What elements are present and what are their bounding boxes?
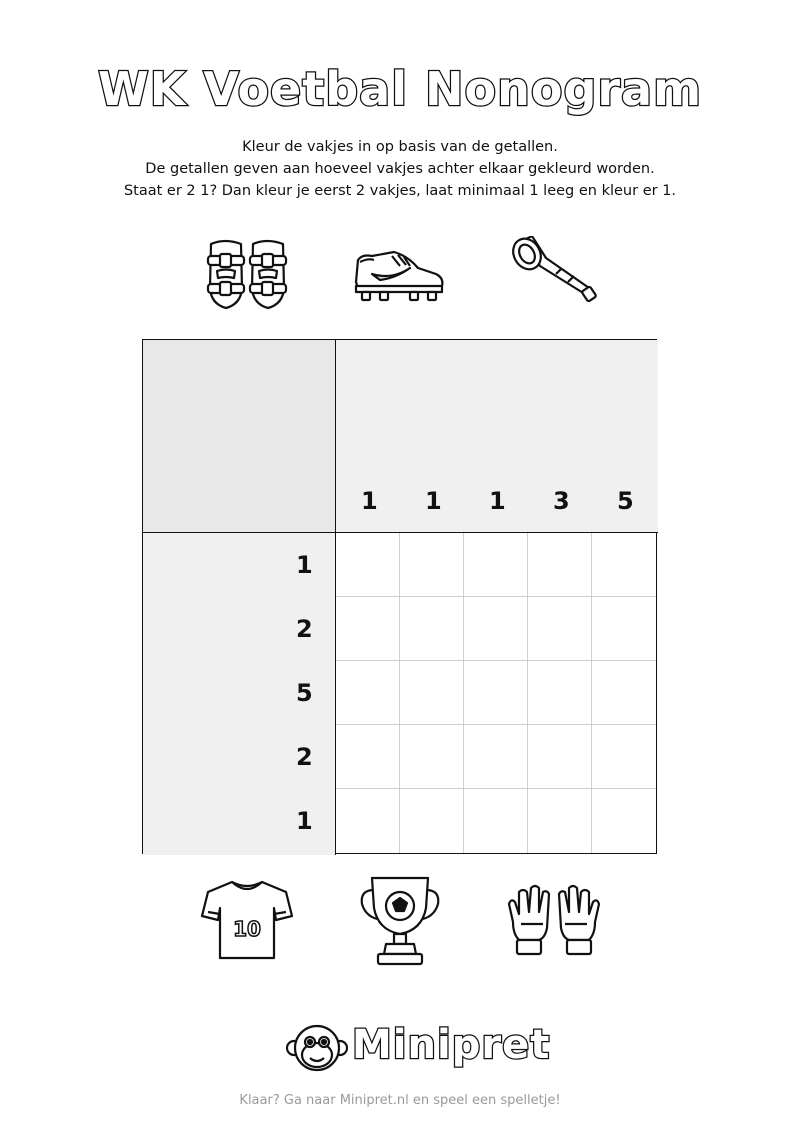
grid-cell[interactable]: [336, 533, 400, 597]
puzzle-grid: [336, 533, 656, 853]
row-clues: [143, 533, 336, 855]
grid-cell[interactable]: [592, 789, 656, 853]
row-clue-3: 5: [296, 679, 313, 707]
row-clue-5: 1: [296, 807, 313, 835]
shin-guards-icon: [205, 238, 289, 310]
grid-cell[interactable]: [464, 789, 528, 853]
row-clue-4: 2: [296, 743, 313, 771]
footer-text: Klaar? Ga naar Minipret.nl en speel een spelletje!: [239, 1093, 561, 1108]
grid-cell[interactable]: [464, 597, 528, 661]
football-boot-icon: [352, 244, 446, 304]
grid-cell[interactable]: [464, 533, 528, 597]
instruction-line-1: Kleur de vakjes in op basis van de getallen.: [242, 139, 558, 155]
brand-logo: Minipret: [352, 1022, 551, 1068]
trophy-icon: [358, 874, 442, 968]
column-clue-1: 1: [361, 487, 378, 515]
grid-cell[interactable]: [528, 597, 592, 661]
grid-cell[interactable]: [464, 661, 528, 725]
grid-cell[interactable]: [592, 661, 656, 725]
grid-cell[interactable]: [592, 533, 656, 597]
grid-cell[interactable]: [400, 661, 464, 725]
column-clue-4: 3: [553, 487, 570, 515]
grid-cell[interactable]: [592, 597, 656, 661]
grid-cell[interactable]: [400, 789, 464, 853]
jersey-icon: [200, 878, 294, 962]
grid-cell[interactable]: [400, 597, 464, 661]
grid-cell[interactable]: [528, 661, 592, 725]
grid-cell[interactable]: [528, 725, 592, 789]
grid-cell[interactable]: [400, 533, 464, 597]
grid-cell[interactable]: [592, 725, 656, 789]
goalkeeper-gloves-icon: [505, 884, 603, 960]
row-clue-1: 1: [296, 551, 313, 579]
puzzle-corner: [143, 340, 336, 533]
instruction-line-3: Staat er 2 1? Dan kleur je eerst 2 vakjes, laat minimaal 1 leeg en kleur er 1.: [123, 183, 677, 199]
jersey-number: 10: [233, 917, 261, 941]
vuvuzela-icon: [510, 236, 600, 308]
column-clue-2: 1: [425, 487, 442, 515]
grid-cell[interactable]: [336, 661, 400, 725]
grid-cell[interactable]: [464, 725, 528, 789]
grid-cell[interactable]: [336, 597, 400, 661]
grid-cell[interactable]: [336, 789, 400, 853]
grid-cell[interactable]: [528, 789, 592, 853]
grid-cell[interactable]: [336, 725, 400, 789]
grid-cell[interactable]: [400, 725, 464, 789]
grid-cell[interactable]: [528, 533, 592, 597]
page-title: WK Voetbal Nonogram: [97, 62, 703, 116]
monkey-icon: [286, 1022, 348, 1076]
instruction-line-2: De getallen geven aan hoeveel vakjes achter elkaar gekleurd worden.: [145, 161, 655, 177]
nonogram-puzzle: [142, 339, 657, 854]
column-clue-3: 1: [489, 487, 506, 515]
column-clue-5: 5: [617, 487, 634, 515]
row-clue-2: 2: [296, 615, 313, 643]
column-clues: [336, 340, 658, 533]
